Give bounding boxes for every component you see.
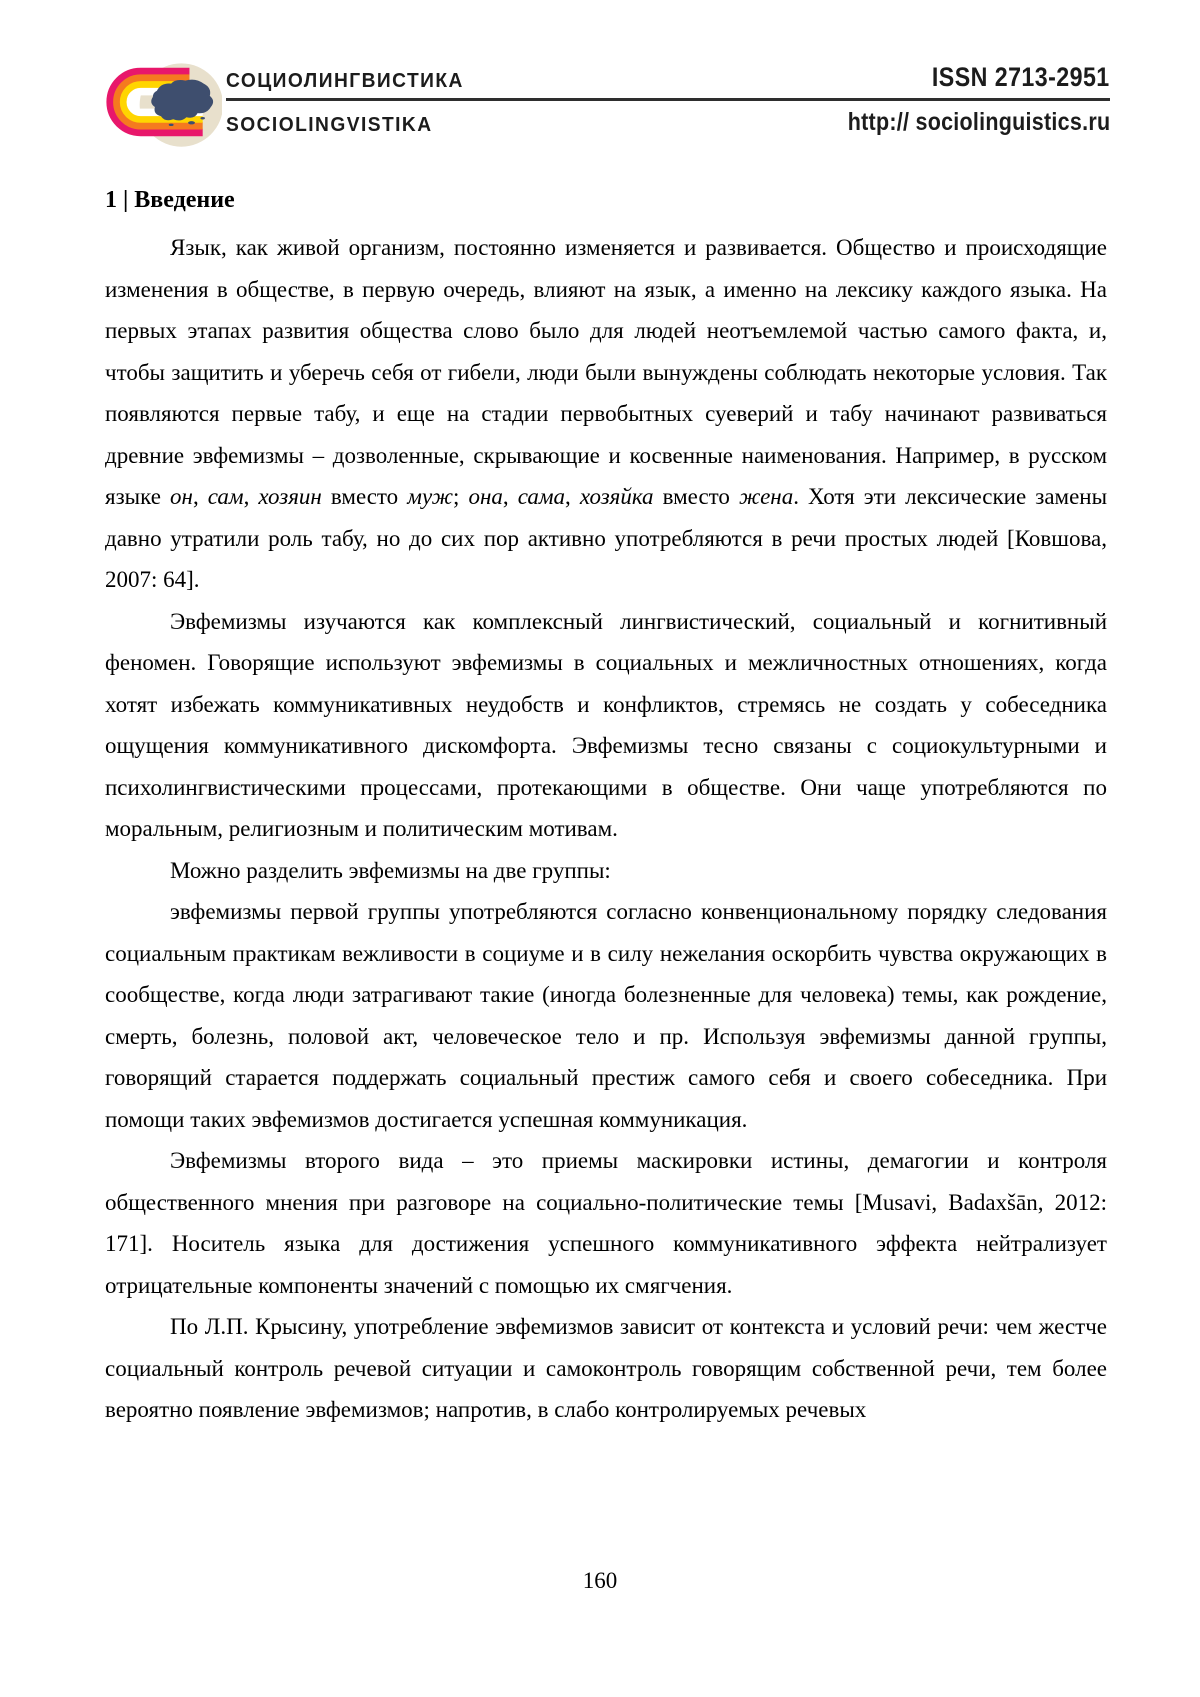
paragraph: Эвфемизмы изучаются как комплексный лингвистический, социальный и когнитивный феномен. Говорящие используют эвфемизмы в социальных и межличностных отношениях, когда хотят избежать коммуникативных неудобств и конфликтов, стремясь не создать у собеседника ощущения коммуникативного дискомфорта. Эвфемизмы тесно связаны с социокультурными и психолингвистическими процессами, протекающими в обществе. Они чаще употребляются по моральным, религиозным и политическим мотивам.	[105, 608, 1107, 841]
paragraphs-container	[105, 227, 1107, 1431]
journal-header	[100, 50, 1110, 158]
journal-url: http:// sociolinguistics.ru	[847, 108, 1110, 136]
paragraph: Можно разделить эвфемизмы на две группы:	[170, 857, 611, 883]
paragraph: По Л.П. Крысину, употребление эвфемизмов зависит от контекста и условий речи: чем жестче социальный контроль речевой ситуации и самоконтроль говорящим собственной речи, тем более вероятно появление эвфемизмов; напротив, в слабо контролируемых речевых	[105, 1314, 1107, 1422]
journal-title-ru: СОЦИОЛИНГВИСТИКА	[226, 70, 464, 92]
page-footer	[0, 1568, 1200, 1594]
paragraph: эвфемизмы первой группы употребляются согласно конвенциональному порядку следования социальным практикам вежливости в социуме и в силу нежелания оскорбить чувства окружающих в сообществе, когда люди затрагивают такие (иногда болезненные для человека) темы, как рождение, смерть, болезнь, половой акт, человеческое тело и пр. Используя эвфемизмы данной группы, говорящий старается поддержать социальный престиж самого себя и своего собеседника. При помощи таких эвфемизмов достигается успешная коммуникация.	[105, 899, 1107, 1132]
paragraph: Эвфемизмы второго вида – это приемы маскировки истины, демагогии и контроля общественного мнения при разговоре на социально-политические темы [Musavi, Badaxšān, 2012: 171]. Носитель языка для достижения успешного коммуникативного эффекта нейтрализует отрицательные компоненты значений с помощью их смягчения.	[105, 1148, 1107, 1298]
issn-label: ISSN 2713-2951	[932, 62, 1110, 92]
paragraph: Язык, как живой организм, постоянно изменяется и развивается. Общество и происходящие изменения в обществе, в первую очередь, влияют на язык, а именно на лексику каждого языка. На первых этапах развития общества слово было для людей неотъемлемой частью самого факта, и, чтобы защитить и уберечь себя от гибели, люди были вынуждены соблюдать некоторые условия. Так появляются первые табу, и еще на стадии первобытных суеверий и табу начинают развиваться древние эвфемизмы – дозволенные, скрывающие и косвенные наименования. Например, в русском языке он, сам, хозяин вместо муж; она, сама, хозяйка вместо жена. Хотя эти лексические замены давно утратили роль табу, но до сих пор активно употребляются в речи простых людей [Ковшова, 2007: 64].	[105, 235, 1108, 592]
section-heading: 1 | Введение	[105, 187, 235, 213]
header-divider	[226, 98, 1110, 101]
journal-logo-icon	[100, 50, 222, 158]
article-body	[105, 186, 1107, 1431]
header-text-block	[226, 50, 1110, 137]
journal-logo	[100, 50, 222, 158]
page-number: 160	[582, 1568, 618, 1593]
journal-title-en: SOCIOLINGVISTIKA	[226, 114, 433, 136]
